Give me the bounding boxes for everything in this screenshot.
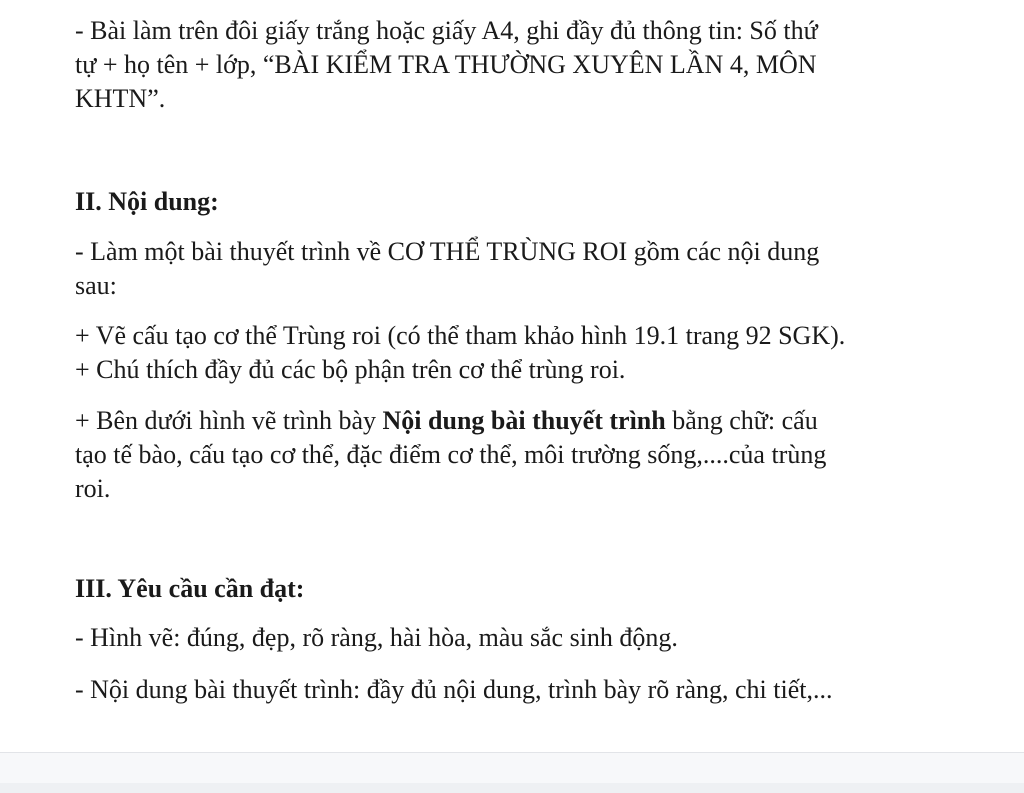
section-3-heading: III. Yêu cầu cần đạt: [75, 574, 305, 603]
section-2-paragraph-1 [75, 235, 945, 303]
section-2-p3-line-3: roi. [75, 474, 111, 503]
section-2-p3-line-2: tạo tế bào, cấu tạo cơ thể, đặc điểm cơ thể, môi trường sống,....của trùng [75, 440, 827, 469]
intro-paragraph [75, 14, 945, 116]
section-2-p1-line-1: - Làm một bài thuyết trình về CƠ THỂ TRÙNG ROI gồm các nội dung [75, 237, 820, 266]
section-3-item-2: - Nội dung bài thuyết trình: đầy đủ nội dung, trình bày rõ ràng, chi tiết,... [75, 675, 833, 704]
section-2-p2-line-2: + Chú thích đầy đủ các bộ phận trên cơ thể trùng roi. [75, 355, 626, 384]
viewer-bottom-bar [0, 753, 1024, 793]
section-2-p3-line-1 [75, 404, 945, 438]
section-2-p3-bold: Nội dung bài thuyết trình [382, 406, 666, 435]
viewer-bottom-strip [0, 783, 1024, 793]
section-2-p3-prefix: + Bên dưới hình vẽ trình bày [75, 406, 383, 435]
intro-line-3: KHTN”. [75, 84, 166, 113]
intro-line-1: - Bài làm trên đôi giấy trắng hoặc giấy A4, ghi đầy đủ thông tin: Số thứ [75, 16, 818, 45]
intro-line-2: tự + họ tên + lớp, “BÀI KIỂM TRA THƯỜNG XUYÊN LẦN 4, MÔN [75, 50, 817, 79]
section-3-item-1: - Hình vẽ: đúng, đẹp, rõ ràng, hài hòa, màu sắc sinh động. [75, 623, 678, 652]
section-2-heading: II. Nội dung: [75, 187, 219, 216]
section-2-p3-suffix: bằng chữ: cấu [665, 406, 818, 435]
section-2-p1-line-2: sau: [75, 271, 117, 300]
section-2-paragraph-3 [75, 404, 945, 506]
section-2-paragraph-2 [75, 319, 955, 387]
section-2-p2-line-1: + Vẽ cấu tạo cơ thể Trùng roi (có thể tham khảo hình 19.1 trang 92 SGK). [75, 321, 846, 350]
